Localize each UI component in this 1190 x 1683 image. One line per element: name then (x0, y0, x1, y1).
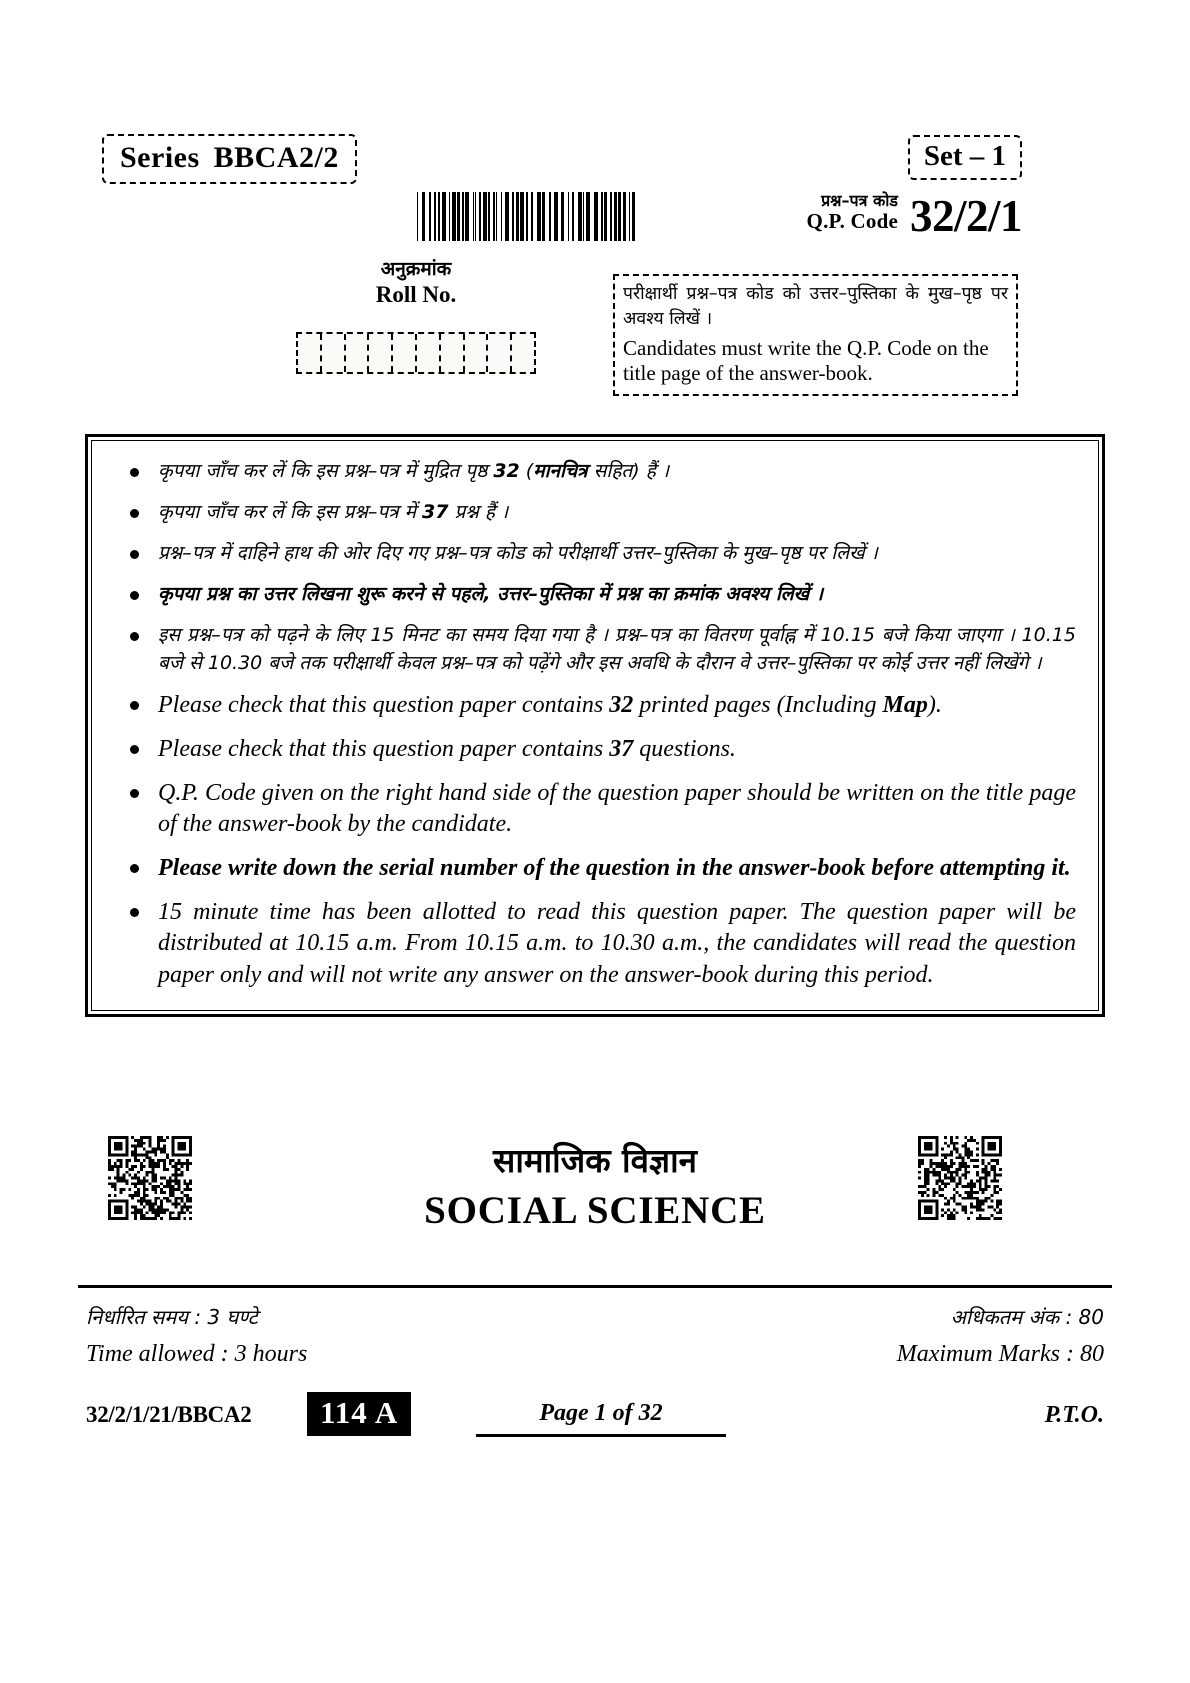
qp-code-label-en: Q.P. Code (806, 208, 898, 233)
instruction-item: Please check that this question paper contains 37 questions. (108, 734, 1076, 766)
roll-no-label (296, 258, 536, 309)
instruction-item: 15 minute time has been allotted to read this question paper. The question paper will be distributed at 10.15 a.m. From 10.15 a.m. to 10.30 a.m., the candidates will read the question paper only and will not write any answer on the answer-book during this period. (108, 897, 1076, 992)
roll-no-cell[interactable] (441, 334, 465, 372)
maximum-marks-block (897, 1302, 1104, 1373)
maximum-marks-hi: अधिकतम अंक : 80 (950, 1305, 1104, 1329)
subject-title (0, 1140, 1190, 1233)
roll-no-cell[interactable] (417, 334, 441, 372)
series-label: Series (120, 141, 200, 174)
instructions-box (85, 434, 1105, 1017)
roll-no-label-en: Roll No. (375, 282, 457, 308)
roll-no-cell[interactable] (465, 334, 489, 372)
series-box (102, 134, 357, 184)
footer-pto: P.T.O. (1044, 1402, 1104, 1428)
roll-no-cell[interactable] (488, 334, 512, 372)
candidate-note-hi: परीक्षार्थी प्रश्न–पत्र कोड को उत्तर–पुस्तिका के मुख–पृष्ठ पर अवश्य लिखें । (623, 284, 1008, 329)
time-allowed-en: Time allowed : 3 hours (86, 1341, 308, 1367)
roll-no-label-hi: अनुक्रमांक (380, 258, 452, 280)
instructions-list (108, 457, 1076, 992)
instruction-item: इस प्रश्न–पत्र को पढ़ने के लिए 15 मिनट का समय दिया गया है । प्रश्न–पत्र का वितरण पूर्वाह्न में 10.15 बजे किया जाएगा । 10.15 बजे से 10.30 बजे तक परीक्षार्थी केवल प्रश्न–पत्र को पढ़ेंगे और इस अवधि के दौरान वे उत्तर–पुस्तिका पर कोई उत्तर नहीं लिखेंगे । (108, 621, 1076, 679)
roll-no-input-grid[interactable] (296, 332, 536, 374)
time-allowed-block (86, 1302, 307, 1373)
candidate-note-en: Candidates must write the Q.P. Code on the title page of the answer-book. (623, 335, 989, 386)
time-allowed-hi: निर्धारित समय : 3 घण्टे (86, 1305, 258, 1329)
footer-paper-code: 32/2/1/21/BBCA2 (86, 1402, 252, 1427)
instruction-item: Please check that this question paper contains 32 printed pages (Including Map). (108, 690, 1076, 722)
roll-no-cell[interactable] (512, 334, 534, 372)
qp-code-value: 32/2/1 (909, 190, 1022, 241)
instruction-item: प्रश्न–पत्र में दाहिने हाथ की ओर दिए गए प्रश्न–पत्र कोड को परीक्षार्थी उत्तर–पुस्तिका के मुख–पृष्ठ पर लिखें । (108, 539, 1076, 568)
roll-no-cell[interactable] (298, 334, 322, 372)
qp-code-labels (807, 192, 898, 237)
subject-title-hi: सामाजिक विज्ञान (493, 1141, 697, 1180)
candidate-note-box (613, 274, 1018, 396)
set-label: Set – 1 (923, 140, 1006, 172)
footer-badge: 114 A (307, 1392, 411, 1436)
roll-no-cell[interactable] (369, 334, 393, 372)
qp-code-block (806, 190, 1022, 241)
maximum-marks-en: Maximum Marks : 80 (896, 1341, 1104, 1367)
barcode (417, 192, 635, 241)
exam-meta-row (86, 1302, 1104, 1373)
divider-rule (78, 1285, 1112, 1288)
set-box (908, 135, 1022, 180)
page-footer (86, 1392, 1104, 1442)
roll-no-cell[interactable] (322, 334, 346, 372)
roll-no-cell[interactable] (346, 334, 370, 372)
series-value: BBCA2/2 (213, 141, 339, 174)
footer-page-number: Page 1 of 32 (476, 1400, 726, 1437)
instruction-item: Q.P. Code given on the right hand side of the question paper should be written on the title page of the answer-book by the candidate. (108, 778, 1076, 841)
roll-no-cell[interactable] (393, 334, 417, 372)
instruction-item: Please write down the serial number of the question in the answer-book before attempting it. (108, 853, 1076, 885)
subject-title-en: SOCIAL SCIENCE (424, 1189, 766, 1233)
instruction-item: कृपया जाँच कर लें कि इस प्रश्न–पत्र में 37 प्रश्न हैं । (108, 498, 1076, 527)
instructions-inner (91, 440, 1099, 1011)
instruction-item: कृपया प्रश्न का उत्तर लिखना शुरू करने से पहले, उत्तर–पुस्तिका में प्रश्न का क्रमांक अवश्य लिखें । (108, 580, 1076, 609)
qp-code-label-hi: प्रश्न–पत्र कोड (821, 191, 898, 210)
instruction-item: कृपया जाँच कर लें कि इस प्रश्न–पत्र में मुद्रित पृष्ठ 32 (मानचित्र सहित) हैं । (108, 457, 1076, 486)
